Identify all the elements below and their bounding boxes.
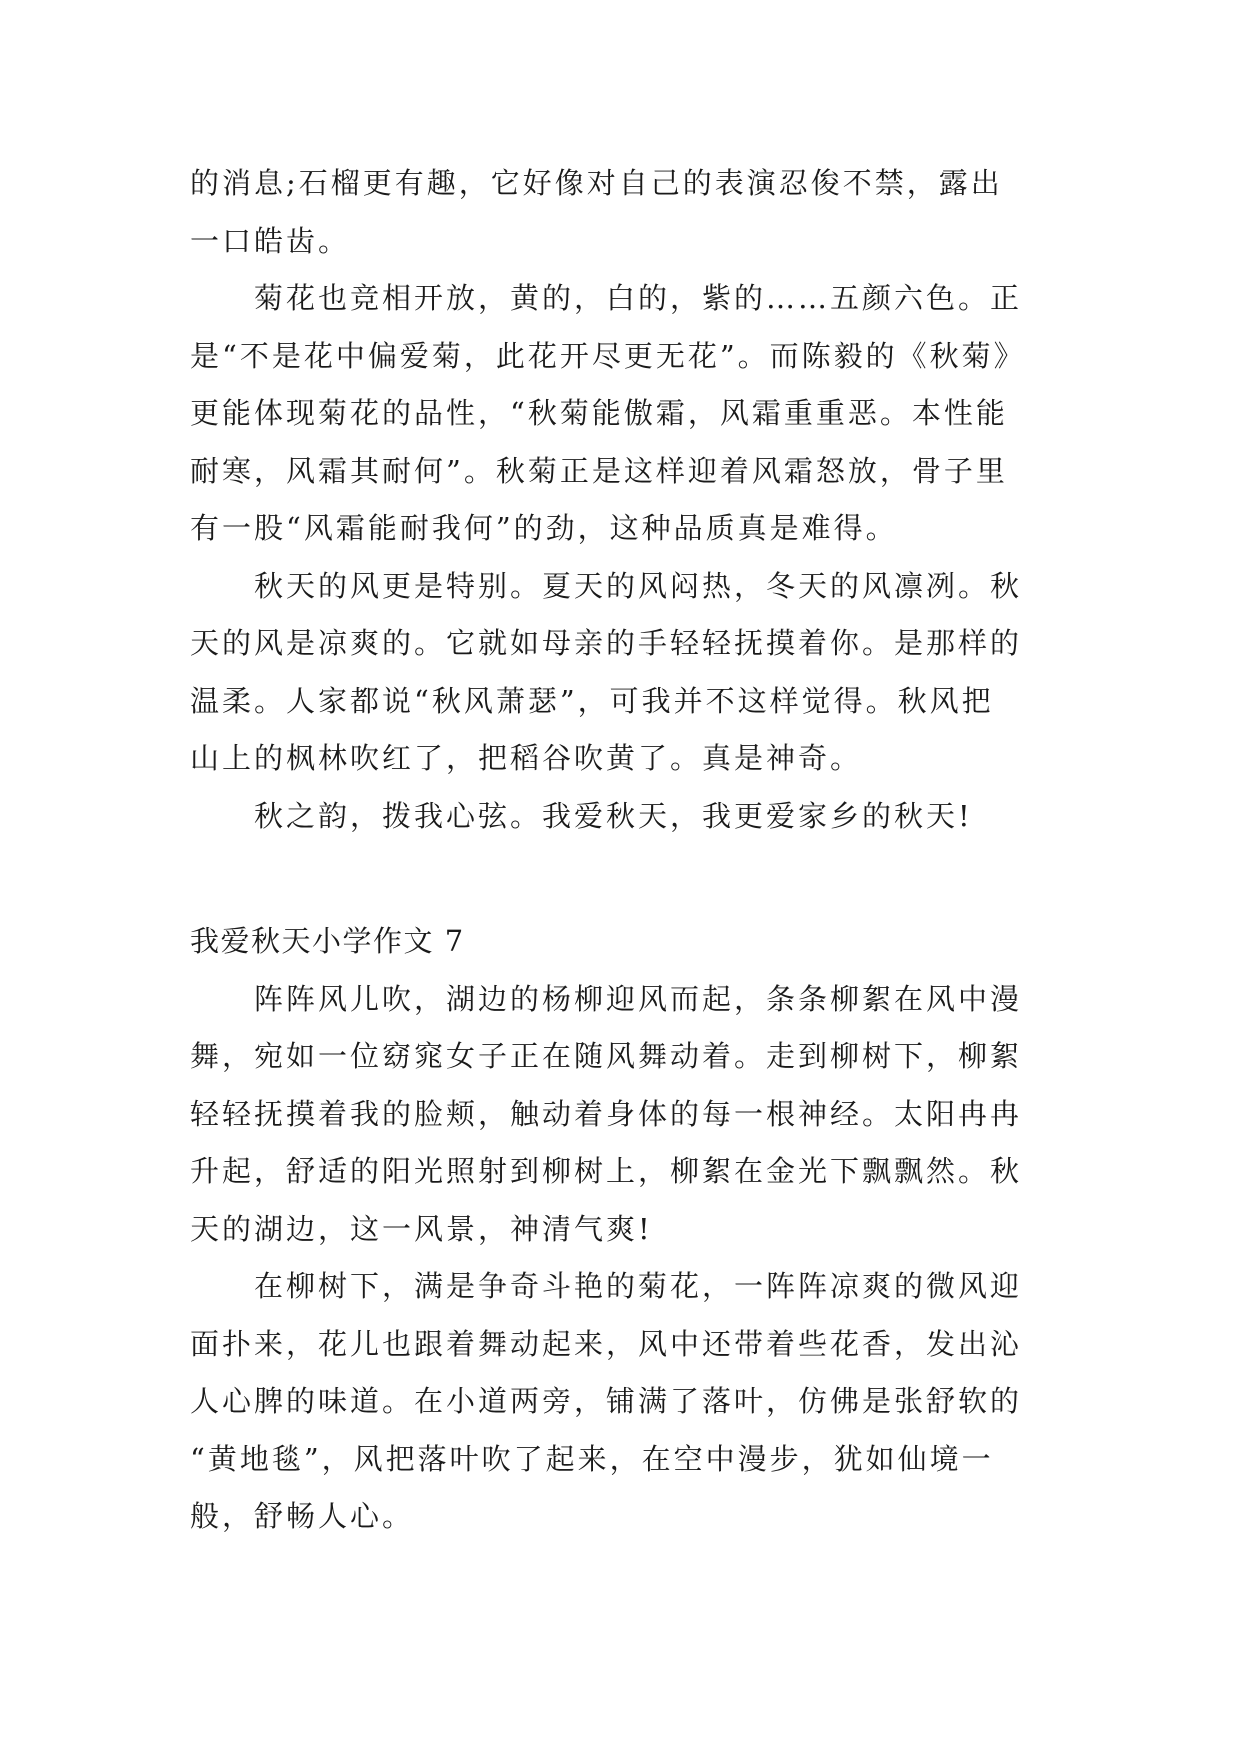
text-line: 般，舒畅人心。	[190, 1499, 415, 1533]
text-line: 秋之韵，拨我心弦。我爱秋天，我更爱家乡的秋天!	[254, 798, 973, 833]
text-line: 天的风是凉爽的。它就如母亲的手轻轻抚摸着你。是那样的	[190, 626, 1023, 660]
text-line: 升起，舒适的阳光照射到柳树上，柳絮在金光下飘飘然。秋	[190, 1154, 1023, 1188]
text-line: 天的湖边，这一风景，神清气爽!	[190, 1211, 653, 1246]
text-line: 山上的枫林吹红了，把稻谷吹黄了。真是神奇。	[190, 741, 863, 775]
document-body	[190, 155, 1050, 1546]
text-line: 更能体现菊花的品性，“秋菊能傲霜，风霜重重恶。本性能	[190, 396, 1008, 430]
text-line: 有一股“风霜能耐我何”的劲，这种品质真是难得。	[190, 511, 898, 545]
text-line: 秋天的风更是特别。夏天的风闷热，冬天的风凛冽。秋	[254, 568, 1023, 603]
text-line: 是“不是花中偏爱菊，此花开尽更无花”。而陈毅的《秋菊》	[190, 338, 1026, 373]
text-line: 在柳树下，满是争奇斗艳的菊花，一阵阵凉爽的微风迎	[254, 1269, 1023, 1303]
text-line: 轻轻抚摸着我的脸颊，触动着身体的每一根神经。太阳冉冉	[190, 1096, 1023, 1131]
essay-7-body	[190, 971, 1050, 1546]
section-title: 我爱秋天小学作文 7	[190, 924, 465, 958]
text-line: 温柔。人家都说“秋风萧瑟”，可我并不这样觉得。秋风把	[190, 683, 994, 718]
section-gap	[190, 845, 1050, 913]
text-line: 阵阵风儿吹，湖边的杨柳迎风而起，条条柳絮在风中漫	[254, 981, 1023, 1016]
essay-6-ending	[190, 155, 1050, 845]
text-line: “黄地毯”，风把落叶吹了起来，在空中漫步，犹如仙境一	[190, 1441, 994, 1476]
text-line: 耐寒，风霜其耐何”。秋菊正是这样迎着风霜怒放，骨子里	[190, 453, 1008, 488]
text-line: 面扑来，花儿也跟着舞动起来，风中还带着些花香，发出沁	[190, 1326, 1023, 1361]
text-line: 人心脾的味道。在小道两旁，铺满了落叶，仿佛是张舒软的	[190, 1384, 1023, 1418]
text-line: 的消息;石榴更有趣，它好像对自己的表演忍俊不禁，露出	[190, 166, 1003, 200]
text-line: 一口皓齿。	[190, 223, 351, 258]
text-line: 菊花也竞相开放，黄的，白的，紫的……五颜六色。正	[254, 281, 1023, 315]
text-line: 舞，宛如一位窈窕女子正在随风舞动着。走到柳树下，柳絮	[190, 1039, 1023, 1073]
